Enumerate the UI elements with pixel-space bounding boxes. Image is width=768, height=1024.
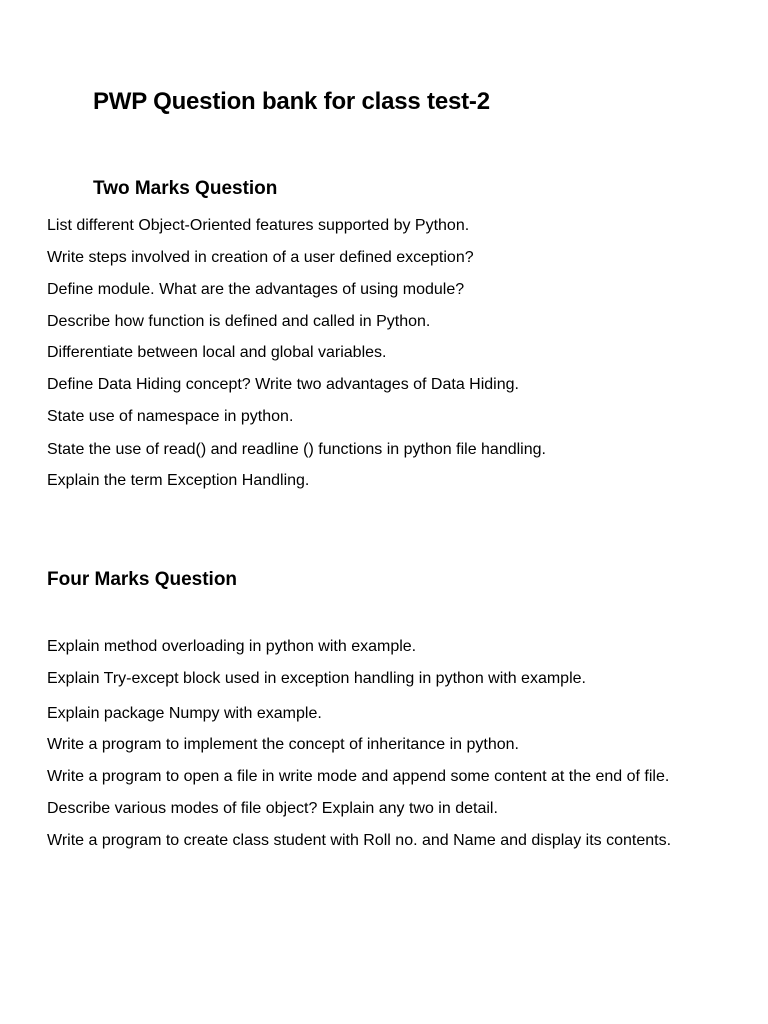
list-item: Define Data Hiding concept? Write two advantages of Data Hiding. <box>47 376 519 393</box>
list-item: State use of namespace in python. <box>47 408 294 425</box>
list-item: State the use of read() and readline () functions in python file handling. <box>47 441 546 458</box>
page-title: PWP Question bank for class test-2 <box>93 88 490 115</box>
list-item: Write a program to open a file in write mode and append some content at the end of file. <box>47 768 670 785</box>
list-item: Write a program to create class student with Roll no. and Name and display its contents. <box>47 832 672 849</box>
list-item: Describe various modes of file object? Explain any two in detail. <box>47 800 498 817</box>
list-item: Explain package Numpy with example. <box>47 705 322 722</box>
list-item: Define module. What are the advantages of using module? <box>47 281 465 298</box>
list-item: Write steps involved in creation of a user defined exception? <box>47 249 474 266</box>
list-item: Explain the term Exception Handling. <box>47 472 310 489</box>
two-marks-heading: Two Marks Question <box>93 178 278 199</box>
four-marks-heading: Four Marks Question <box>47 569 238 590</box>
list-item: Explain method overloading in python with example. <box>47 638 417 655</box>
list-item: Explain Try-except block used in exception handling in python with example. <box>47 670 586 687</box>
list-item: List different Object-Oriented features supported by Python. <box>47 217 470 234</box>
list-item: Describe how function is defined and called in Python. <box>47 313 431 330</box>
list-item: Write a program to implement the concept of inheritance in python. <box>47 736 519 753</box>
list-item: Differentiate between local and global variables. <box>47 344 387 361</box>
